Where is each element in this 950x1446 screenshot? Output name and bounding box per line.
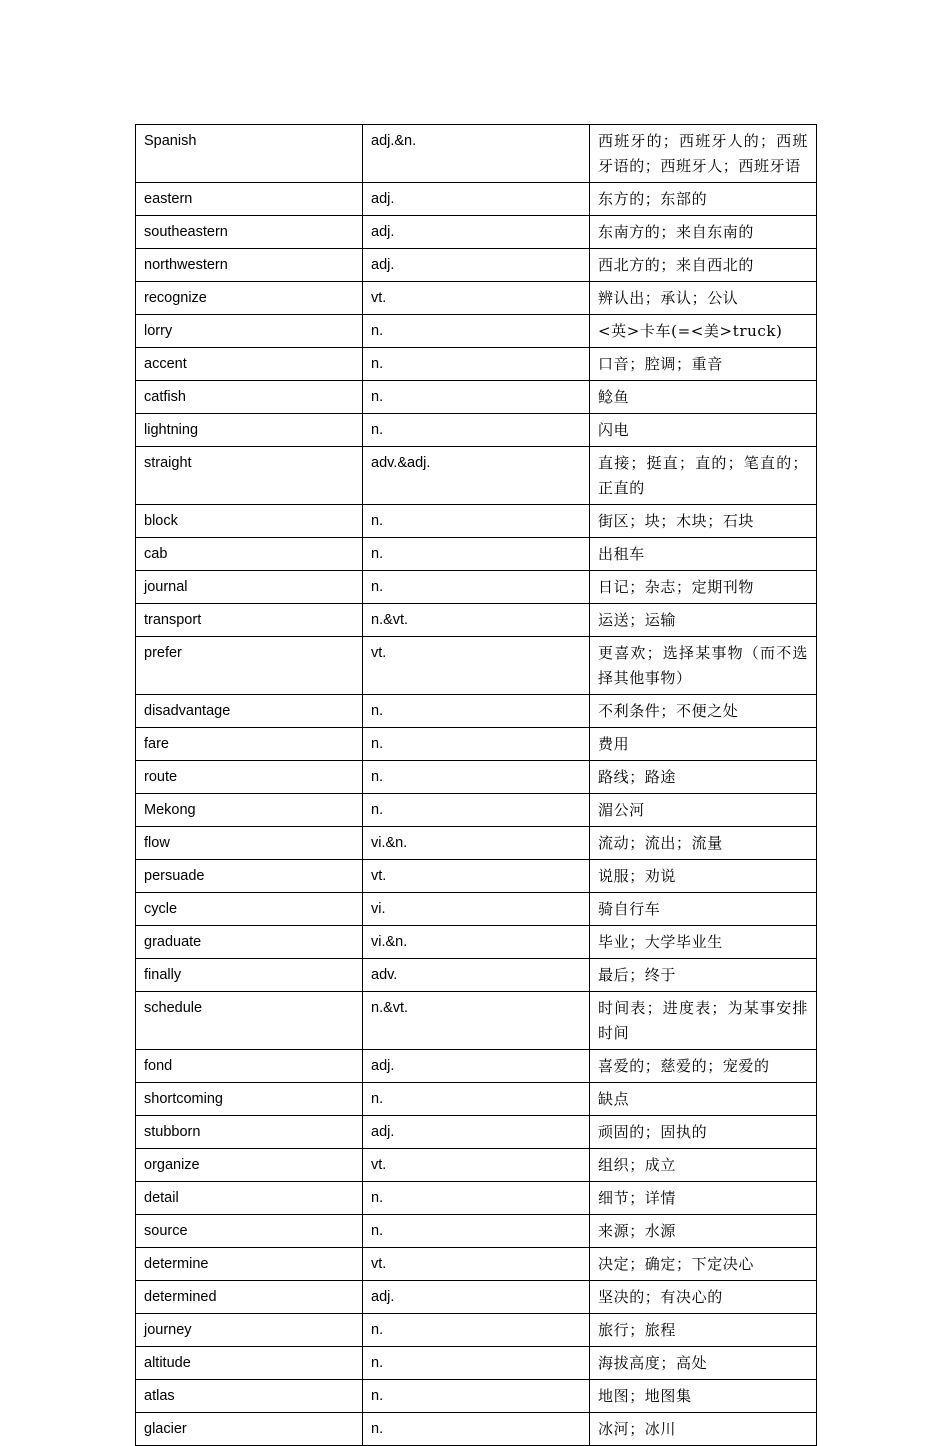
meaning-cell: 路线；路途: [590, 761, 817, 794]
word-cell: Spanish: [136, 125, 363, 183]
table-row: [136, 249, 817, 282]
meaning-cell: 海拔高度；高处: [590, 1347, 817, 1380]
pos-cell: n.: [363, 571, 590, 604]
word-cell: southeastern: [136, 216, 363, 249]
meaning-cell: 最后；终于: [590, 959, 817, 992]
meaning-cell: 口音；腔调；重音: [590, 348, 817, 381]
pos-cell: adv.: [363, 959, 590, 992]
word-cell: transport: [136, 604, 363, 637]
word-cell: glacier: [136, 1413, 363, 1446]
vocabulary-table: [135, 124, 817, 1446]
meaning-cell: 辨认出；承认；公认: [590, 282, 817, 315]
table-row: [136, 637, 817, 695]
meaning-cell: 喜爱的；慈爱的；宠爱的: [590, 1050, 817, 1083]
pos-cell: adj.: [363, 183, 590, 216]
word-cell: recognize: [136, 282, 363, 315]
vocabulary-table-body: [136, 125, 817, 1446]
word-cell: flow: [136, 827, 363, 860]
pos-cell: adj.: [363, 1050, 590, 1083]
word-cell: cycle: [136, 893, 363, 926]
pos-cell: vi.&n.: [363, 827, 590, 860]
table-row: [136, 571, 817, 604]
meaning-cell: 地图；地图集: [590, 1380, 817, 1413]
pos-cell: n.&vt.: [363, 604, 590, 637]
meaning-cell: 组织；成立: [590, 1149, 817, 1182]
pos-cell: n.&vt.: [363, 992, 590, 1050]
word-cell: schedule: [136, 992, 363, 1050]
pos-cell: n.: [363, 381, 590, 414]
word-cell: organize: [136, 1149, 363, 1182]
table-row: [136, 414, 817, 447]
meaning-cell: 东方的；东部的: [590, 183, 817, 216]
meaning-cell: <英>卡车(=<美>truck): [590, 315, 817, 348]
word-cell: cab: [136, 538, 363, 571]
meaning-cell: 坚决的；有决心的: [590, 1281, 817, 1314]
word-cell: fond: [136, 1050, 363, 1083]
table-row: [136, 959, 817, 992]
table-row: [136, 695, 817, 728]
meaning-cell: 湄公河: [590, 794, 817, 827]
table-row: [136, 827, 817, 860]
word-cell: lightning: [136, 414, 363, 447]
table-row: [136, 926, 817, 959]
pos-cell: n.: [363, 761, 590, 794]
word-cell: northwestern: [136, 249, 363, 282]
meaning-cell: 东南方的；来自东南的: [590, 216, 817, 249]
table-row: [136, 183, 817, 216]
table-row: [136, 1314, 817, 1347]
table-row: [136, 1347, 817, 1380]
table-row: [136, 1083, 817, 1116]
meaning-cell: 日记；杂志；定期刊物: [590, 571, 817, 604]
table-row: [136, 1248, 817, 1281]
pos-cell: vt.: [363, 1248, 590, 1281]
table-row: [136, 1182, 817, 1215]
pos-cell: n.: [363, 728, 590, 761]
word-cell: Mekong: [136, 794, 363, 827]
word-cell: route: [136, 761, 363, 794]
table-row: [136, 728, 817, 761]
table-row: [136, 381, 817, 414]
pos-cell: n.: [363, 1380, 590, 1413]
meaning-cell: 冰河；冰川: [590, 1413, 817, 1446]
pos-cell: adv.&adj.: [363, 447, 590, 505]
pos-cell: adj.: [363, 1281, 590, 1314]
word-cell: disadvantage: [136, 695, 363, 728]
word-cell: catfish: [136, 381, 363, 414]
word-cell: determined: [136, 1281, 363, 1314]
meaning-cell: 更喜欢；选择某事物（而不选择其他事物）: [590, 637, 817, 695]
pos-cell: adj.&n.: [363, 125, 590, 183]
table-row: [136, 860, 817, 893]
meaning-cell: 说服；劝说: [590, 860, 817, 893]
table-row: [136, 1281, 817, 1314]
table-row: [136, 125, 817, 183]
table-row: [136, 315, 817, 348]
table-row: [136, 1116, 817, 1149]
pos-cell: n.: [363, 505, 590, 538]
table-row: [136, 538, 817, 571]
word-cell: eastern: [136, 183, 363, 216]
table-row: [136, 1149, 817, 1182]
table-row: [136, 992, 817, 1050]
pos-cell: vi.&n.: [363, 926, 590, 959]
meaning-cell: 决定；确定；下定决心: [590, 1248, 817, 1281]
meaning-cell: 旅行；旅程: [590, 1314, 817, 1347]
word-cell: finally: [136, 959, 363, 992]
pos-cell: n.: [363, 538, 590, 571]
meaning-cell: 不利条件；不便之处: [590, 695, 817, 728]
pos-cell: n.: [363, 1314, 590, 1347]
word-cell: persuade: [136, 860, 363, 893]
meaning-cell: 鲶鱼: [590, 381, 817, 414]
meaning-cell: 街区；块；木块；石块: [590, 505, 817, 538]
meaning-cell: 细节；详情: [590, 1182, 817, 1215]
table-row: [136, 282, 817, 315]
table-row: [136, 447, 817, 505]
word-cell: lorry: [136, 315, 363, 348]
pos-cell: adj.: [363, 216, 590, 249]
pos-cell: n.: [363, 414, 590, 447]
meaning-cell: 运送；运输: [590, 604, 817, 637]
meaning-cell: 西班牙的；西班牙人的；西班牙语的；西班牙人；西班牙语: [590, 125, 817, 183]
word-cell: detail: [136, 1182, 363, 1215]
meaning-cell: 出租车: [590, 538, 817, 571]
word-cell: block: [136, 505, 363, 538]
pos-cell: adj.: [363, 1116, 590, 1149]
meaning-cell: 闪电: [590, 414, 817, 447]
table-row: [136, 1215, 817, 1248]
pos-cell: vt.: [363, 860, 590, 893]
pos-cell: vt.: [363, 637, 590, 695]
word-cell: journal: [136, 571, 363, 604]
pos-cell: n.: [363, 1215, 590, 1248]
pos-cell: vi.: [363, 893, 590, 926]
word-cell: straight: [136, 447, 363, 505]
table-row: [136, 761, 817, 794]
pos-cell: n.: [363, 695, 590, 728]
word-cell: prefer: [136, 637, 363, 695]
table-row: [136, 1050, 817, 1083]
word-cell: source: [136, 1215, 363, 1248]
pos-cell: adj.: [363, 249, 590, 282]
table-row: [136, 1413, 817, 1446]
word-cell: journey: [136, 1314, 363, 1347]
pos-cell: n.: [363, 315, 590, 348]
word-cell: determine: [136, 1248, 363, 1281]
meaning-cell: 流动；流出；流量: [590, 827, 817, 860]
meaning-cell: 骑自行车: [590, 893, 817, 926]
table-row: [136, 348, 817, 381]
pos-cell: n.: [363, 348, 590, 381]
table-row: [136, 604, 817, 637]
table-row: [136, 893, 817, 926]
meaning-cell: 时间表；进度表；为某事安排时间: [590, 992, 817, 1050]
pos-cell: vt.: [363, 282, 590, 315]
pos-cell: vt.: [363, 1149, 590, 1182]
word-cell: altitude: [136, 1347, 363, 1380]
meaning-cell: 费用: [590, 728, 817, 761]
pos-cell: n.: [363, 1083, 590, 1116]
meaning-cell: 毕业；大学毕业生: [590, 926, 817, 959]
meaning-cell: 来源；水源: [590, 1215, 817, 1248]
word-cell: accent: [136, 348, 363, 381]
table-row: [136, 216, 817, 249]
word-cell: atlas: [136, 1380, 363, 1413]
word-cell: fare: [136, 728, 363, 761]
pos-cell: n.: [363, 1347, 590, 1380]
table-row: [136, 1380, 817, 1413]
meaning-cell: 西北方的；来自西北的: [590, 249, 817, 282]
meaning-cell: 缺点: [590, 1083, 817, 1116]
meaning-cell: 直接；挺直；直的；笔直的；正直的: [590, 447, 817, 505]
word-cell: stubborn: [136, 1116, 363, 1149]
table-row: [136, 794, 817, 827]
pos-cell: n.: [363, 1182, 590, 1215]
word-cell: graduate: [136, 926, 363, 959]
pos-cell: n.: [363, 1413, 590, 1446]
meaning-cell: 顽固的；固执的: [590, 1116, 817, 1149]
word-cell: shortcoming: [136, 1083, 363, 1116]
table-row: [136, 505, 817, 538]
pos-cell: n.: [363, 794, 590, 827]
